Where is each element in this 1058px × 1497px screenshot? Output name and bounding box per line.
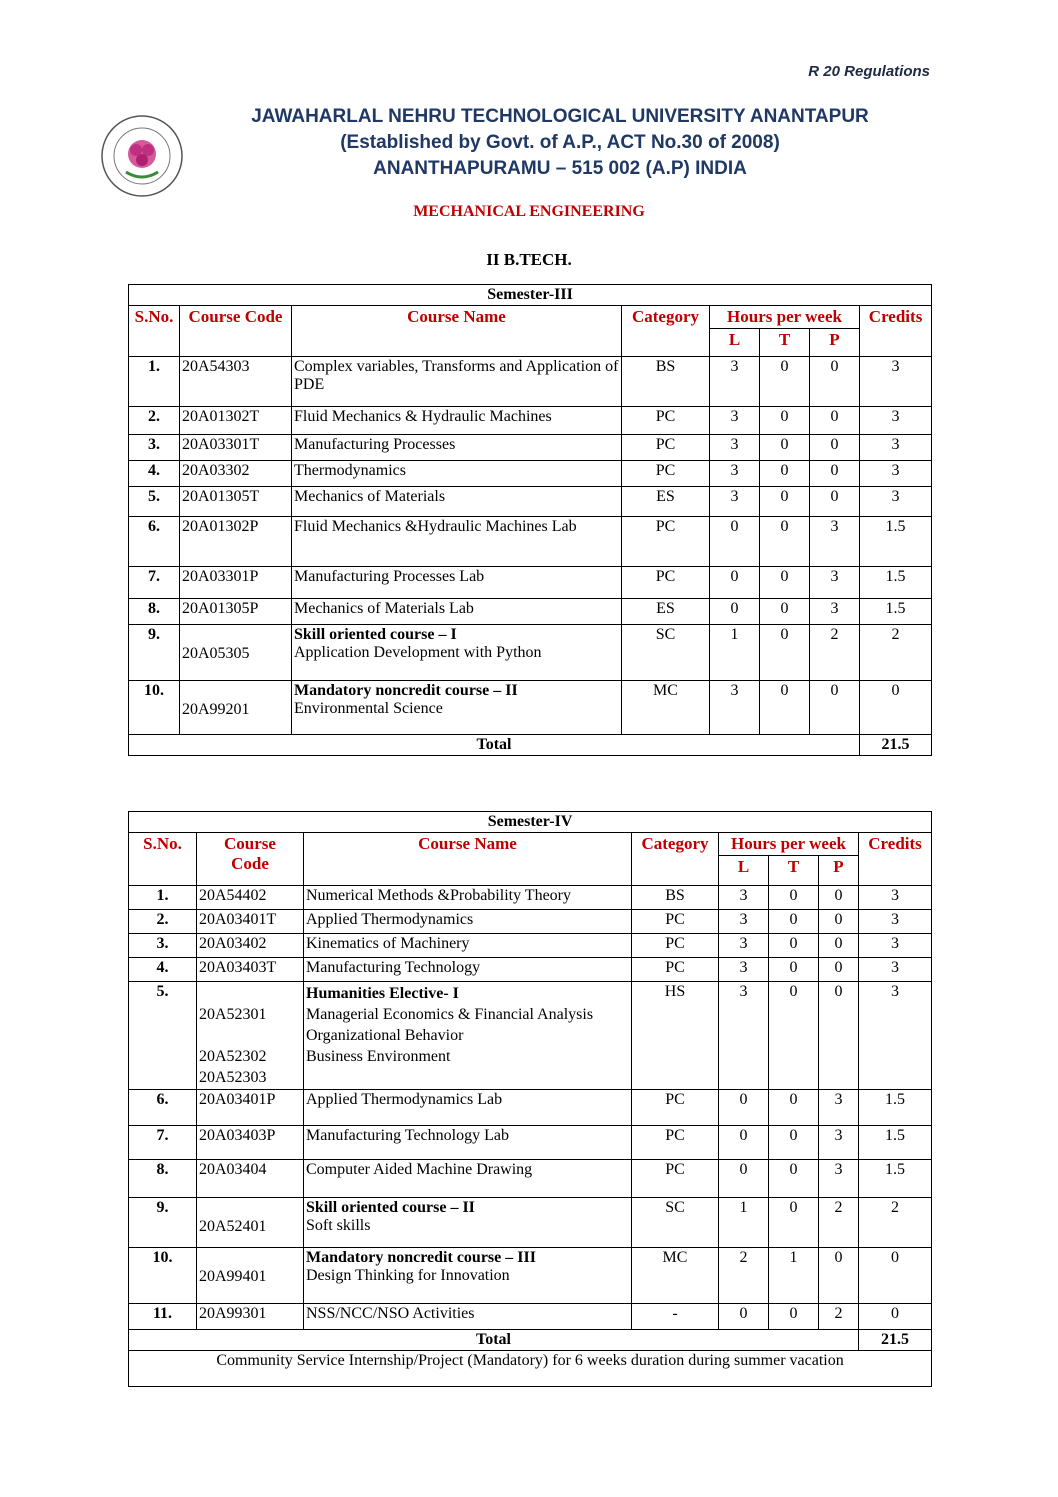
row-course-name: [304, 934, 632, 958]
row-p: 3: [810, 517, 860, 567]
row-name: Design Thinking for Innovation: [306, 1267, 510, 1284]
semester-3-title: Semester-III: [129, 285, 932, 306]
row-p: 0: [819, 958, 859, 982]
table-row: [129, 1090, 932, 1126]
row-category: MC: [622, 681, 710, 735]
row-code: 20A03404: [197, 1160, 304, 1198]
row-name: Soft skills: [306, 1217, 371, 1234]
row-t: 0: [760, 487, 810, 517]
row-name: Managerial Economics & Financial Analysis: [306, 1006, 594, 1023]
row-credits: 0: [859, 1248, 932, 1304]
row-name: Numerical Methods &Probability Theory: [306, 887, 571, 904]
semester-3-total-credits: 21.5: [860, 735, 932, 756]
row-credits: 3: [860, 357, 932, 407]
row-sno: 1.: [129, 886, 197, 910]
row-l: 0: [710, 567, 760, 599]
row-code: 20A05305: [180, 625, 292, 681]
col-l: L: [710, 329, 760, 357]
col-credits: Credits: [859, 833, 932, 886]
row-category: PC: [622, 517, 710, 567]
row-l: 3: [719, 982, 769, 1090]
row-t: 0: [769, 886, 819, 910]
row-code: 20A01302P: [180, 517, 292, 567]
table-row: [129, 1160, 932, 1198]
col-course-code-line2: Code: [231, 854, 269, 873]
row-sno: 5.: [129, 487, 180, 517]
col-course-code: Course Code: [180, 306, 292, 357]
table-row: [129, 435, 932, 461]
row-code: 20A03302: [180, 461, 292, 487]
row-name: Complex variables, Transforms and Application of PDE: [294, 358, 619, 393]
row-l: 3: [710, 461, 760, 487]
row-l: 0: [719, 1090, 769, 1126]
table-row: [129, 461, 932, 487]
semester-4-total-label: Total: [129, 1330, 859, 1351]
row-l: 3: [719, 958, 769, 982]
row-course-name: [292, 567, 622, 599]
col-course-name: Course Name: [292, 306, 622, 357]
row-t: 0: [760, 435, 810, 461]
row-category: HS: [632, 982, 719, 1090]
row-p: 3: [810, 599, 860, 625]
row-heading: Humanities Elective- I: [306, 985, 459, 1002]
row-sno: 3.: [129, 934, 197, 958]
row-course-name: [304, 958, 632, 982]
row-category: SC: [632, 1198, 719, 1248]
row-category: PC: [632, 934, 719, 958]
row-category: MC: [632, 1248, 719, 1304]
row-code: 20A99401: [197, 1248, 304, 1304]
row-course-name: [304, 886, 632, 910]
semester-4-title: Semester-IV: [129, 812, 932, 833]
row-credits: 3: [860, 461, 932, 487]
row-p: 2: [819, 1304, 859, 1330]
row-category: BS: [622, 357, 710, 407]
university-establishment: (Established by Govt. of A.P., ACT No.30 of 2008): [340, 132, 780, 153]
row-p: 0: [819, 910, 859, 934]
semester-4-total-credits: 21.5: [859, 1330, 932, 1351]
row-name: Manufacturing Technology: [306, 959, 481, 976]
row-credits: 1.5: [860, 567, 932, 599]
row-credits: 3: [859, 958, 932, 982]
row-course-name: [292, 357, 622, 407]
row-heading: Mandatory noncredit course – III: [306, 1249, 536, 1266]
row-code: 20A01305P: [180, 599, 292, 625]
row-code: 20A99201: [180, 681, 292, 735]
table-row: [129, 1304, 932, 1330]
row-l: 0: [710, 599, 760, 625]
row-sno: 2.: [129, 910, 197, 934]
row-t: 0: [769, 910, 819, 934]
row-credits: 1.5: [860, 599, 932, 625]
row-name: Organizational Behavior: [306, 1027, 464, 1044]
row-sno: 6.: [129, 1090, 197, 1126]
table-row: [129, 1248, 932, 1304]
row-category: PC: [632, 910, 719, 934]
semester-3-table: [128, 284, 932, 756]
row-name: Kinematics of Machinery: [306, 935, 470, 952]
university-logo: [96, 112, 188, 202]
row-l: 0: [719, 1160, 769, 1198]
row-l: 3: [710, 487, 760, 517]
row-code: 20A03301P: [180, 567, 292, 599]
row-name: Manufacturing Technology Lab: [306, 1127, 509, 1144]
row-category: PC: [622, 567, 710, 599]
row-sno: 10.: [129, 681, 180, 735]
row-heading: Skill oriented course – II: [306, 1199, 475, 1216]
row-t: 0: [760, 357, 810, 407]
row-l: 1: [710, 625, 760, 681]
row-p: 3: [810, 567, 860, 599]
row-sno: 4.: [129, 461, 180, 487]
row-p: 0: [819, 886, 859, 910]
row-t: 0: [769, 1198, 819, 1248]
row-credits: 2: [859, 1198, 932, 1248]
row-sno: 9.: [129, 1198, 197, 1248]
row-category: ES: [622, 599, 710, 625]
semester-4-table: [128, 811, 932, 1387]
table-row: [129, 357, 932, 407]
row-p: 0: [810, 435, 860, 461]
row-category: PC: [632, 1126, 719, 1160]
row-code: 20A03403T: [197, 958, 304, 982]
row-p: 0: [819, 982, 859, 1090]
row-sno: 9.: [129, 625, 180, 681]
row-p: 3: [819, 1126, 859, 1160]
row-sno: 2.: [129, 407, 180, 435]
row-name: Applied Thermodynamics Lab: [306, 1091, 503, 1108]
row-credits: 0: [859, 1304, 932, 1330]
row-t: 0: [760, 681, 810, 735]
row-heading: Skill oriented course – I: [294, 626, 457, 643]
row-t: 0: [760, 407, 810, 435]
university-address: ANANTHAPURAMU – 515 002 (A.P) INDIA: [373, 158, 747, 179]
row-code: 20A03402: [197, 934, 304, 958]
row-t: 0: [769, 1304, 819, 1330]
row-t: 0: [760, 567, 810, 599]
table-row: [129, 934, 932, 958]
row-credits: 1.5: [859, 1090, 932, 1126]
row-name: Business Environment: [306, 1048, 451, 1065]
row-course-name: [292, 407, 622, 435]
row-category: PC: [632, 1090, 719, 1126]
row-code: 20A99301: [197, 1304, 304, 1330]
table-row: [129, 1198, 932, 1248]
table-row: [129, 567, 932, 599]
row-course-name: [292, 461, 622, 487]
row-l: 1: [719, 1198, 769, 1248]
row-course-name: [304, 1198, 632, 1248]
row-p: 3: [819, 1090, 859, 1126]
row-code: 20A52302: [199, 1048, 267, 1065]
table-row: [129, 886, 932, 910]
table-row: [129, 910, 932, 934]
row-l: 3: [710, 681, 760, 735]
row-code: 20A01305T: [180, 487, 292, 517]
row-sno: 3.: [129, 435, 180, 461]
row-category: ES: [622, 487, 710, 517]
row-t: 0: [760, 625, 810, 681]
row-name: Fluid Mechanics & Hydraulic Machines: [294, 408, 552, 425]
table-row: [129, 599, 932, 625]
row-t: 0: [760, 599, 810, 625]
row-credits: 3: [860, 407, 932, 435]
col-credits: Credits: [860, 306, 932, 357]
col-hours: Hours per week: [710, 306, 860, 329]
row-p: 0: [819, 934, 859, 958]
row-name: Thermodynamics: [294, 462, 406, 479]
row-t: 0: [769, 1160, 819, 1198]
row-sno: 8.: [129, 1160, 197, 1198]
col-course-name: Course Name: [304, 833, 632, 886]
row-l: 3: [710, 435, 760, 461]
row-code: 20A54303: [180, 357, 292, 407]
table-row: [129, 625, 932, 681]
row-l: 0: [719, 1126, 769, 1160]
row-code: 20A52401: [197, 1198, 304, 1248]
row-category: PC: [632, 1160, 719, 1198]
table-row: [129, 958, 932, 982]
row-course-name: [292, 599, 622, 625]
row-t: 0: [769, 934, 819, 958]
row-p: 2: [819, 1198, 859, 1248]
row-course-name: [304, 1126, 632, 1160]
row-sno: 7.: [129, 567, 180, 599]
col-t: T: [760, 329, 810, 357]
year-title: II B.TECH.: [486, 250, 572, 269]
row-course-name: [292, 625, 622, 681]
table-row: [129, 487, 932, 517]
row-code: 20A03301T: [180, 435, 292, 461]
row-category: BS: [632, 886, 719, 910]
row-t: 0: [769, 1090, 819, 1126]
row-credits: 3: [859, 934, 932, 958]
row-course-name: [292, 681, 622, 735]
row-codes: [197, 982, 304, 1090]
department-title: MECHANICAL ENGINEERING: [413, 203, 645, 220]
row-sno: 5.: [129, 982, 197, 1090]
row-p: 3: [819, 1160, 859, 1198]
row-credits: 0: [860, 681, 932, 735]
row-credits: 3: [859, 910, 932, 934]
row-l: 3: [710, 357, 760, 407]
table-row: [129, 681, 932, 735]
row-credits: 1.5: [860, 517, 932, 567]
row-course-name: [304, 1304, 632, 1330]
row-p: 0: [810, 461, 860, 487]
row-category: PC: [622, 461, 710, 487]
row-t: 0: [769, 958, 819, 982]
row-t: 0: [769, 1126, 819, 1160]
row-name: Manufacturing Processes: [294, 436, 456, 453]
col-category: Category: [622, 306, 710, 357]
row-course-name: [292, 517, 622, 567]
row-p: 0: [810, 357, 860, 407]
row-code: 20A52303: [199, 1069, 267, 1086]
row-name: Applied Thermodynamics: [306, 911, 474, 928]
table-row: [129, 1126, 932, 1160]
row-category: SC: [622, 625, 710, 681]
row-credits: 3: [860, 487, 932, 517]
row-name: Environmental Science: [294, 700, 443, 717]
row-course-name: [292, 487, 622, 517]
row-sno: 1.: [129, 357, 180, 407]
row-l: 3: [719, 886, 769, 910]
row-name: Application Development with Python: [294, 644, 542, 661]
table-row: [129, 982, 932, 1090]
row-course-name: [304, 1090, 632, 1126]
row-p: 0: [810, 407, 860, 435]
row-course-name: [304, 1160, 632, 1198]
row-code: 20A03401T: [197, 910, 304, 934]
row-p: 0: [810, 681, 860, 735]
row-sno: 4.: [129, 958, 197, 982]
col-l: L: [719, 856, 769, 886]
row-course-name: [304, 1248, 632, 1304]
row-p: 0: [819, 1248, 859, 1304]
row-category: -: [632, 1304, 719, 1330]
row-p: 2: [810, 625, 860, 681]
row-name: Computer Aided Machine Drawing: [306, 1161, 533, 1178]
col-course-code-line1: Course: [224, 834, 276, 853]
row-category: PC: [622, 407, 710, 435]
row-p: 0: [810, 487, 860, 517]
row-name: Mechanics of Materials Lab: [294, 600, 474, 617]
row-l: 0: [710, 517, 760, 567]
university-name: JAWAHARLAL NEHRU TECHNOLOGICAL UNIVERSITY ANANTAPUR: [251, 106, 869, 127]
row-l: 2: [719, 1248, 769, 1304]
row-name: Mechanics of Materials: [294, 488, 446, 505]
row-code: 20A03401P: [197, 1090, 304, 1126]
row-code: 20A54402: [197, 886, 304, 910]
row-credits: 2: [860, 625, 932, 681]
row-t: 0: [760, 517, 810, 567]
row-sno: 10.: [129, 1248, 197, 1304]
row-t: 0: [769, 982, 819, 1090]
col-p: P: [819, 856, 859, 886]
row-l: 0: [719, 1304, 769, 1330]
row-t: 1: [769, 1248, 819, 1304]
row-category: PC: [622, 435, 710, 461]
row-sno: 11.: [129, 1304, 197, 1330]
col-p: P: [810, 329, 860, 357]
row-heading: Mandatory noncredit course – II: [294, 682, 518, 699]
internship-note: Community Service Internship/Project (Mandatory) for 6 weeks duration during summer vacation: [129, 1351, 932, 1387]
row-code: 20A03403P: [197, 1126, 304, 1160]
row-name: NSS/NCC/NSO Activities: [306, 1305, 475, 1322]
row-credits: 1.5: [859, 1160, 932, 1198]
semester-3-total-label: Total: [129, 735, 860, 756]
col-t: T: [769, 856, 819, 886]
row-course-name: [292, 435, 622, 461]
row-name: Fluid Mechanics &Hydraulic Machines Lab: [294, 518, 577, 535]
row-code: 20A01302T: [180, 407, 292, 435]
col-hours: Hours per week: [719, 833, 859, 856]
row-l: 3: [710, 407, 760, 435]
row-sno: 8.: [129, 599, 180, 625]
row-sno: 6.: [129, 517, 180, 567]
col-course-code: [197, 833, 304, 886]
row-code: 20A52301: [199, 1006, 267, 1023]
row-category: PC: [632, 958, 719, 982]
row-credits: 1.5: [859, 1126, 932, 1160]
row-name: Manufacturing Processes Lab: [294, 568, 485, 585]
row-l: 3: [719, 934, 769, 958]
row-credits: 3: [859, 886, 932, 910]
regulations-label: R 20 Regulations: [808, 63, 930, 80]
row-l: 3: [719, 910, 769, 934]
row-names: [304, 982, 632, 1090]
university-header: [180, 104, 940, 182]
row-credits: 3: [859, 982, 932, 1090]
row-t: 0: [760, 461, 810, 487]
row-course-name: [304, 910, 632, 934]
col-category: Category: [632, 833, 719, 886]
col-sno: S.No.: [129, 833, 197, 886]
row-credits: 3: [860, 435, 932, 461]
table-row: [129, 407, 932, 435]
table-row: [129, 517, 932, 567]
row-sno: 7.: [129, 1126, 197, 1160]
col-sno: S.No.: [129, 306, 180, 357]
